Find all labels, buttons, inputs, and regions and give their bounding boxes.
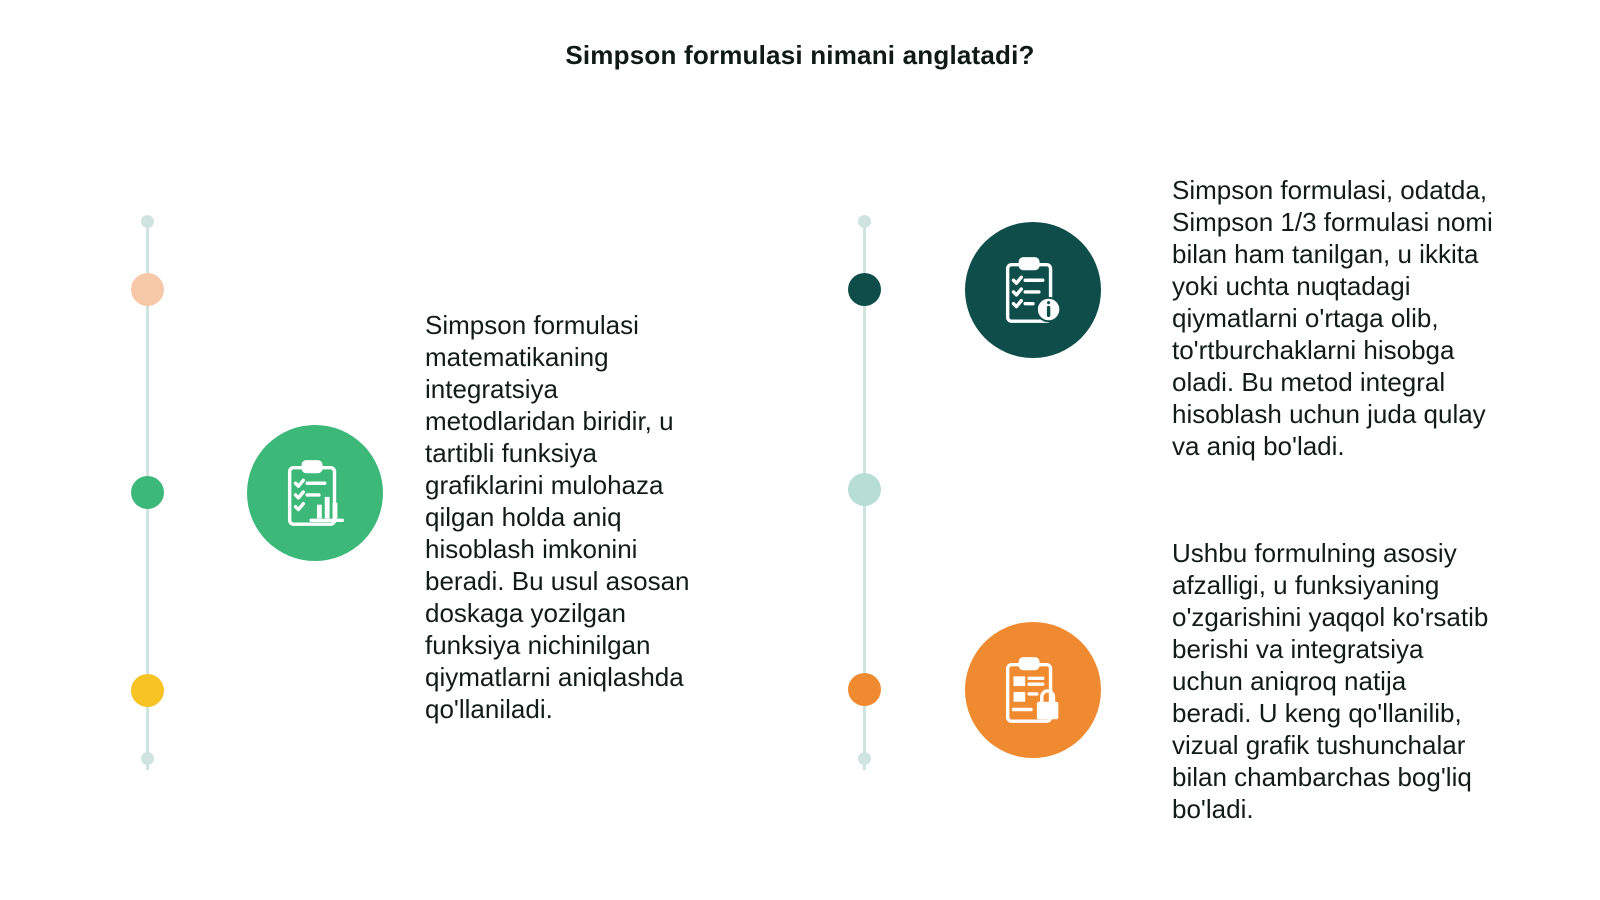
timeline-end-dot bbox=[858, 752, 871, 765]
description-text-1: Simpson formulasi matematikaning integratsiya metodlaridan biridir, u tartibli funksiya grafiklarini mulohaza qilgan holda aniq hisoblash imkonini beradi. Bu usul asosan doskaga yozilgan funksiya nichinilgan qiymatlarni aniqlashda qo'llaniladi. bbox=[425, 310, 690, 724]
timeline-dot-green bbox=[131, 476, 164, 509]
timeline-end-dot bbox=[858, 215, 871, 228]
timeline-dot-orange bbox=[848, 673, 881, 706]
clipboard-chart-icon bbox=[247, 425, 383, 561]
right-timeline bbox=[845, 210, 885, 770]
clipboard-info-icon bbox=[965, 222, 1101, 358]
left-timeline bbox=[128, 210, 168, 770]
description-text-3: Ushbu formulning asosiy afzalligi, u funksiyaning o'zgarishini yaqqol ko'rsatib berishi va integratsiya uchun aniqroq natija beradi. U keng qo'llanilib, vizual grafik tushunchalar bilan chambarchas bog'liq bo'ladi. bbox=[1172, 538, 1489, 824]
timeline-end-dot bbox=[141, 215, 154, 228]
timeline-end-dot bbox=[141, 752, 154, 765]
timeline-dot-dark-teal bbox=[848, 273, 881, 306]
clipboard-lock-icon bbox=[965, 622, 1101, 758]
page-title: Simpson formulasi nimani anglatadi? bbox=[565, 40, 1035, 70]
timeline-dot-pale-teal bbox=[848, 473, 881, 506]
timeline-dot-peach bbox=[131, 273, 164, 306]
timeline-dot-yellow bbox=[131, 674, 164, 707]
description-text-2: Simpson formulasi, odatda, Simpson 1/3 formulasi nomi bilan ham tanilgan, u ikkita yoki uchta nuqtadagi qiymatlarni o'rtaga olib, to'rtburchaklarni hisobga oladi. Bu metod integral hisoblash uchun juda qulay va aniq bo'ladi. bbox=[1172, 175, 1493, 461]
